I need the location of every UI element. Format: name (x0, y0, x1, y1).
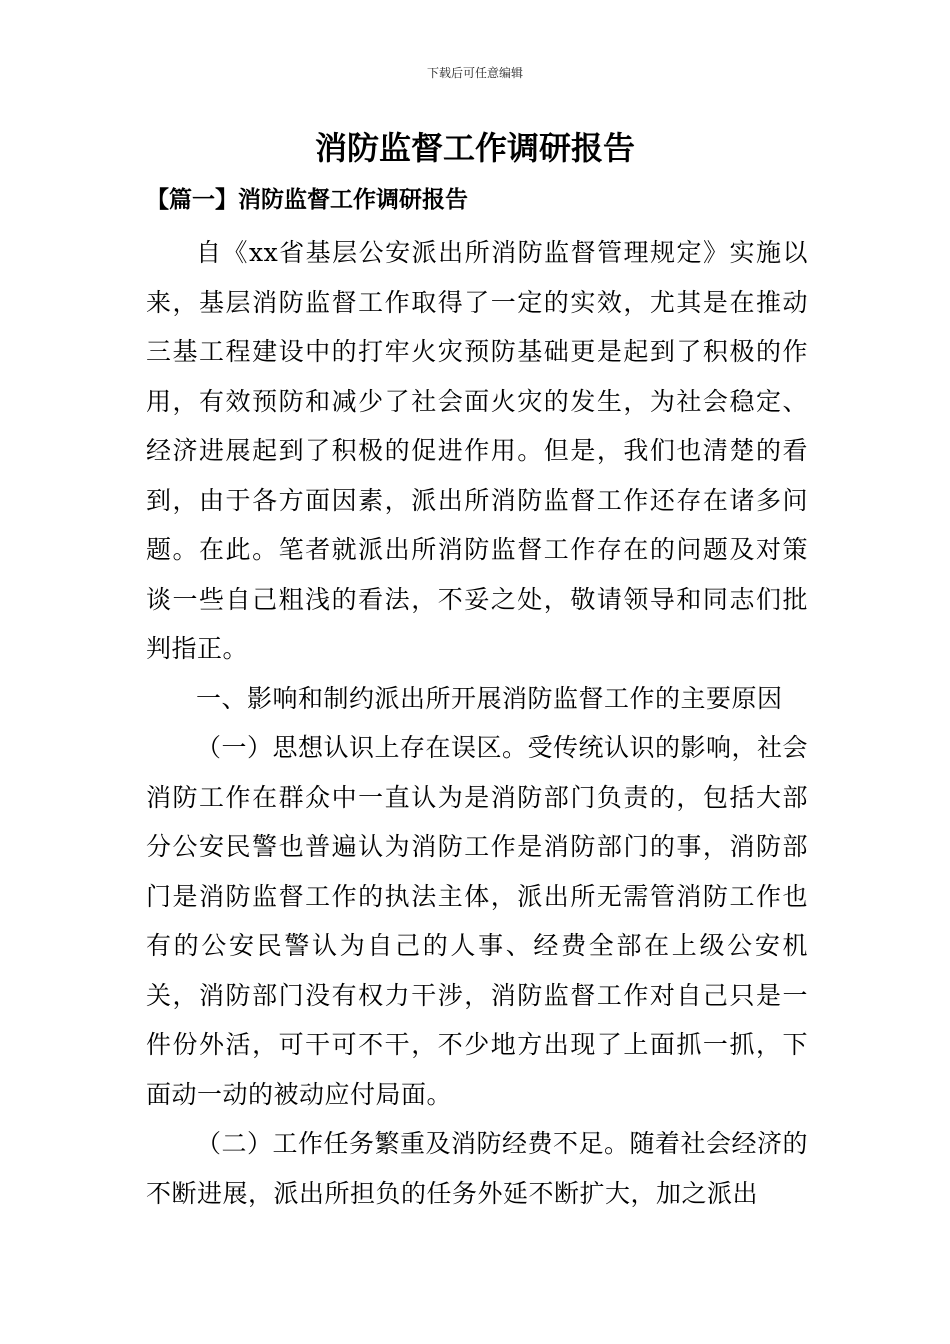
header-note: 下载后可任意编辑 (426, 66, 523, 80)
paragraph-point-two: （二）工作任务繁重及消防经费不足。随着社会经济的不断进展，派出所担负的任务外延不断扩大，加之派出 (146, 1129, 809, 1208)
document-title: 消防监督工作调研报告 (314, 129, 635, 167)
document-body (146, 228, 808, 1218)
paragraph-subheading: 一、影响和制约派出所开展消防监督工作的主要原因 (196, 683, 783, 713)
paragraph-point-one: （一）思想认识上存在误区。受传统认识的影响，社会消防工作在群众中一直认为是消防部门负责的，包括大部分公安民警也普遍认为消防工作是消防部门的事，消防部门是消防监督工作的执法主体，派出所无需管消防工作也有的公安民警认为自己的人事、经费全部在上级公安机关，消防部门没有权力干涉，消防监督工作对自己只是一件份外活，可干可不干，不少地方出现了上面抓一抓，下面动一动的被动应付局面。 (146, 733, 809, 1109)
paragraph-intro: 自《xx省基层公安派出所消防监督管理规定》实施以来，基层消防监督工作取得了一定的实效，尤其是在推动三基工程建设中的打牢火灾预防基础更是起到了积极的作用，有效预防和减少了社会面火灾的发生，为社会稳定、经济进展起到了积极的促进作用。但是，我们也清楚的看到，由于各方面因素，派出所消防监督工作还存在诸多问题。在此。笔者就派出所消防监督工作存在的问题及对策谈一些自己粗浅的看法，不妥之处，敬请领导和同志们批判指正。 (146, 238, 808, 663)
section-heading: 【篇一】消防监督工作调研报告 (146, 186, 468, 213)
